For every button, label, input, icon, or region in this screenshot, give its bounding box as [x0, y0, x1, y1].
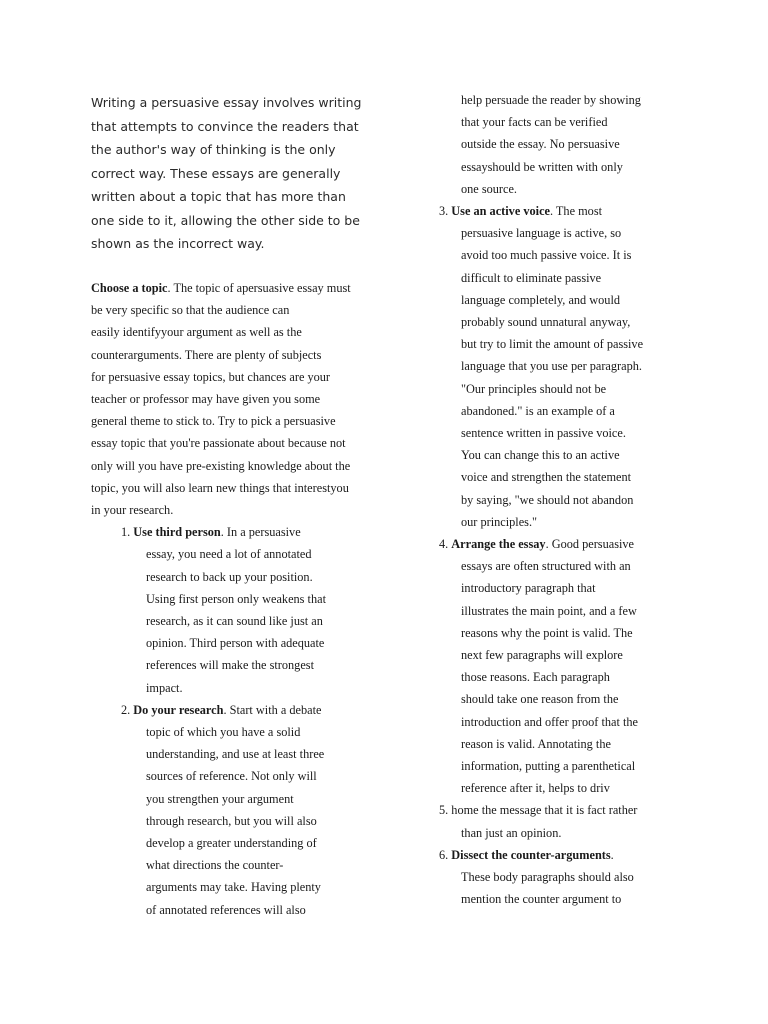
list-number: 4. — [439, 537, 452, 551]
line-text: illustrates the main point, and a few — [461, 603, 637, 618]
right-column-line — [461, 182, 517, 197]
line-text: for persuasive essay topics, but chances are your — [91, 369, 331, 384]
right-column-line — [461, 382, 606, 397]
line-text: by saying, "we should not abandon — [461, 492, 634, 507]
line-text: You can change this to an active — [461, 448, 620, 463]
line-text: opinion. Third person with adequate — [146, 636, 325, 651]
line-text: next few paragraphs will explore — [461, 648, 623, 662]
right-column-line — [461, 648, 623, 663]
line-text: impact. — [146, 680, 183, 695]
left-column-line — [146, 636, 324, 651]
line-text: only will you have pre-existing knowledge about the — [91, 458, 351, 473]
right-column-line — [461, 93, 641, 108]
left-column-line — [146, 769, 317, 784]
right-column-line — [461, 559, 631, 574]
line-text: topic, you will also learn new things that interestyou — [91, 480, 349, 495]
line-text: home the message that it is fact rather — [451, 803, 638, 818]
line-text: what directions the counter- — [146, 858, 284, 873]
intro-paragraph: Writing a persuasive essay involves writing that attempts to convince the readers that the author's way of thinking is the only correct way. These essays are generally written about a topic that has more than one side to it, allowing the other side to be shown as the incorrect way. — [91, 95, 362, 251]
line-text: voice and strengthen the statement — [461, 470, 632, 485]
left-column-line — [146, 570, 313, 585]
line-text: of annotated references will also — [146, 902, 306, 917]
right-column-line — [461, 826, 561, 841]
line-text: . The topic of apersuasive essay must — [167, 281, 351, 295]
line-text: introduction and offer proof that the — [461, 714, 639, 729]
line-text: be very specific so that the audience can — [91, 303, 290, 318]
left-column-line — [91, 348, 321, 363]
line-text: than just an opinion. — [461, 825, 562, 840]
line-text: counterarguments. There are plenty of subjects — [91, 347, 322, 362]
line-text: abandoned." is an example of a — [461, 403, 615, 418]
list-number: 6. — [439, 847, 452, 862]
line-text: persuasive language is active, so — [461, 226, 622, 241]
line-text: Using first person only weakens that — [146, 591, 326, 606]
left-column-line — [91, 436, 346, 451]
list-heading: Dissect the counter-arguments — [451, 847, 611, 862]
right-column-line — [461, 493, 633, 508]
left-column-line — [146, 858, 283, 873]
left-column-line — [91, 459, 350, 474]
line-text: references will make the strongest — [146, 658, 314, 673]
left-column-line — [146, 547, 312, 562]
list-number: 5. — [439, 803, 452, 818]
line-text: difficult to eliminate passive — [461, 270, 602, 285]
right-column-line — [461, 337, 643, 352]
left-column-line — [146, 903, 306, 918]
right-column-line — [461, 692, 618, 707]
line-text: develop a greater understanding of — [146, 836, 317, 850]
right-column-line — [461, 715, 638, 730]
left-column-line — [91, 414, 336, 429]
line-text: essays are often structured with an — [461, 559, 631, 574]
list-heading: Arrange the essay — [451, 537, 546, 551]
line-text: . — [610, 847, 614, 862]
right-column-line — [461, 160, 623, 175]
line-text: "Our principles should not be — [461, 381, 607, 396]
line-text: reference after it, helps to driv — [461, 781, 610, 796]
right-column-line — [461, 426, 626, 441]
line-text: our principles." — [461, 514, 538, 529]
line-text: language completely, and would — [461, 292, 621, 307]
list-number: 1. — [121, 525, 134, 540]
left-column-line — [146, 658, 314, 673]
line-text: you strengthen your argument — [146, 791, 294, 806]
left-column-line — [91, 370, 330, 385]
left-column-line — [91, 303, 289, 318]
right-column-line — [461, 626, 633, 641]
line-text: These body paragraphs should also — [461, 870, 634, 884]
line-text: essayshould be written with only — [461, 159, 623, 174]
line-text: probably sound unnatural anyway, — [461, 315, 631, 329]
right-column-line — [461, 137, 620, 152]
right-column-line — [439, 848, 614, 863]
list-number: 2. — [121, 702, 134, 717]
line-text: topic of which you have a solid — [146, 725, 301, 739]
list-heading: Do your research — [133, 702, 224, 717]
list-heading: Choose a topic — [91, 281, 168, 295]
left-column-line — [91, 503, 173, 518]
left-column-line — [146, 747, 324, 762]
line-text: arguments may take. Having plenty — [146, 880, 321, 895]
line-text: understanding, and use at least three — [146, 747, 325, 762]
list-heading: Use an active voice — [451, 204, 550, 218]
line-text: information, putting a parenthetical — [461, 759, 636, 773]
left-column-line — [121, 703, 321, 718]
list-heading: Use third person — [133, 525, 221, 540]
line-text: teacher or professor may have given you some — [91, 392, 321, 406]
right-column-line — [461, 404, 615, 419]
right-column-line — [439, 537, 634, 552]
left-column-line — [121, 525, 301, 540]
line-text: essay, you need a lot of annotated — [146, 547, 312, 562]
line-text: in your research. — [91, 503, 174, 517]
right-column-line — [461, 581, 596, 596]
line-text: sources of reference. Not only will — [146, 769, 317, 784]
right-column-line — [461, 359, 642, 374]
right-column-line — [461, 271, 601, 286]
line-text: those reasons. Each paragraph — [461, 670, 610, 685]
right-column-line — [461, 226, 621, 241]
line-text: introductory paragraph that — [461, 581, 596, 596]
line-text: but try to limit the amount of passive — [461, 337, 644, 352]
right-column-line — [461, 870, 634, 885]
line-text: language that you use per paragraph. — [461, 359, 642, 374]
right-column-line — [461, 470, 631, 485]
left-column-line — [146, 681, 183, 696]
right-column-line — [439, 803, 637, 818]
right-column-line — [461, 604, 637, 619]
line-text: one source. — [461, 181, 517, 196]
line-text: essay topic that you're passionate about because not — [91, 436, 346, 451]
line-text: should take one reason from the — [461, 692, 619, 707]
line-text: sentence written in passive voice. — [461, 426, 626, 440]
line-text: . The most — [549, 204, 603, 218]
right-column-line — [461, 448, 620, 463]
right-column-line — [461, 515, 537, 530]
line-text: reason is valid. Annotating the — [461, 736, 611, 751]
right-column-line — [461, 781, 610, 796]
left-column-line — [91, 325, 302, 340]
line-text: . Good persuasive — [545, 537, 635, 551]
right-column-line — [461, 670, 610, 685]
left-column-line — [146, 836, 317, 851]
left-column-line — [91, 481, 349, 496]
line-text: general theme to stick to. Try to pick a persuasive — [91, 414, 336, 429]
line-text: research, as it can sound like just an — [146, 614, 323, 628]
line-text: that your facts can be verified — [461, 115, 608, 130]
right-column-line — [461, 759, 635, 774]
right-column-line — [461, 115, 607, 130]
line-text: avoid too much passive voice. It is — [461, 248, 632, 263]
right-column-line — [439, 204, 602, 219]
right-column-line — [461, 248, 631, 263]
right-column-line — [461, 293, 620, 308]
left-column-line — [91, 392, 320, 407]
right-column-line — [461, 892, 621, 907]
line-text: through research, but you will also — [146, 813, 317, 828]
left-column-line — [146, 614, 323, 629]
left-column-line — [146, 592, 326, 607]
line-text: easily identifyyour argument as well as the — [91, 325, 302, 340]
line-text: help persuade the reader by showing — [461, 93, 641, 107]
line-text: . Start with a debate — [223, 702, 322, 717]
line-text: mention the counter argument to — [461, 892, 622, 907]
left-column-line — [91, 281, 351, 296]
right-column-line — [461, 737, 611, 752]
left-column-line — [146, 792, 294, 807]
line-text: . In a persuasive — [220, 525, 301, 540]
list-number: 3. — [439, 204, 452, 218]
left-column-line — [146, 725, 300, 740]
line-text: reasons why the point is valid. The — [461, 625, 633, 640]
right-column-line — [461, 315, 630, 330]
line-text: outside the essay. No persuasive — [461, 137, 620, 152]
left-column-line — [146, 880, 321, 895]
line-text: research to back up your position. — [146, 569, 313, 584]
left-column-line — [146, 814, 317, 829]
